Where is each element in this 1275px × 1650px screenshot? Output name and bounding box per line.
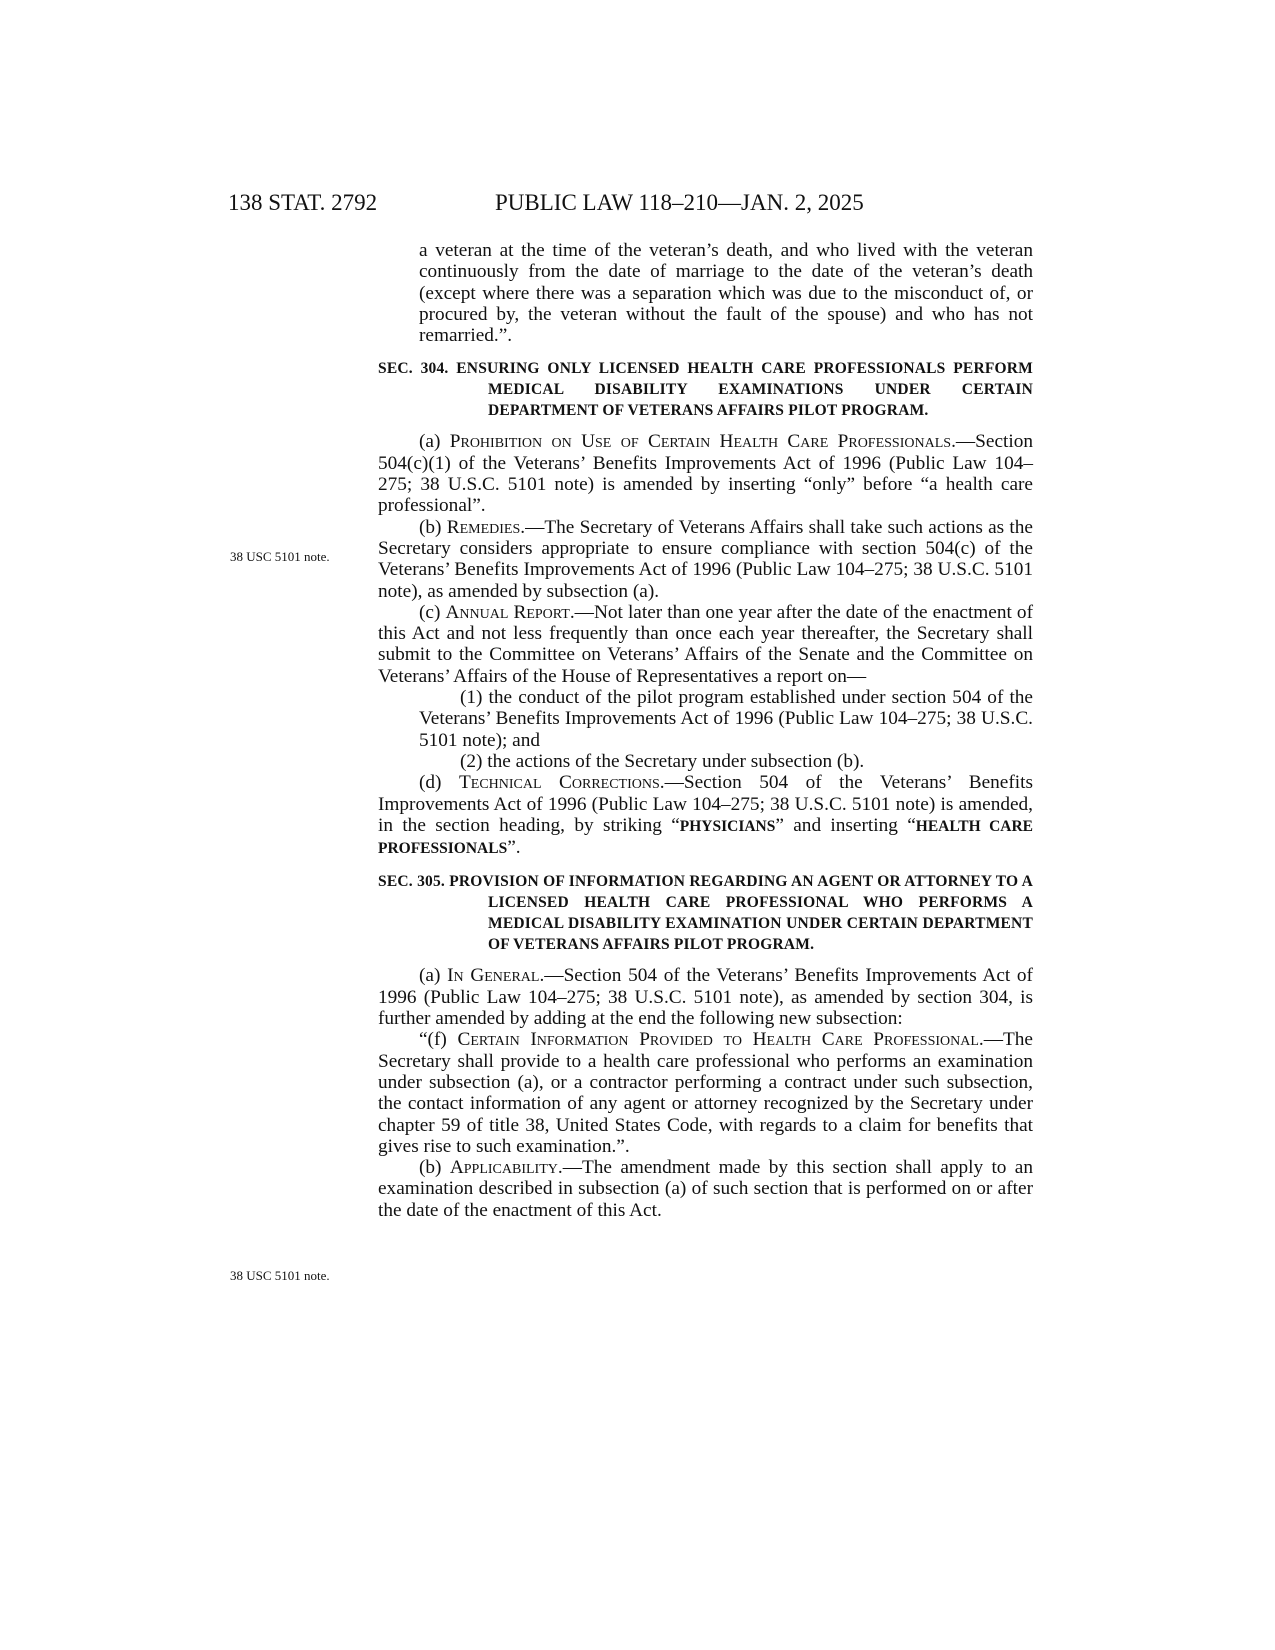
- sec304-subsection-d: (d) Technical Corrections.—Section 504 of the Veterans’ Benefits Improvements Act of 1996 (Public Law 104–275; 38 U.S.C. 5101 note) is amended, in the section heading, by striking “PHYSICIANS” and inserting “HEALTH CARE PROFESSIONALS”.: [378, 772, 1033, 859]
- section-305-heading: SEC. 305. PROVISION OF INFORMATION REGARDING AN AGENT OR ATTORNEY TO A LICENSED HEALTH CARE PROFESSIONAL WHO PERFORMS A MEDICAL DISABILITY EXAMINATION UNDER CERTAIN DEPARTMENT OF VETERANS AFFAIRS PILOT PROGRAM.: [378, 873, 1033, 954]
- sec304-c-item-2: (2) the actions of the Secretary under subsection (b).: [460, 750, 865, 772]
- page-body: [378, 240, 1033, 1221]
- sec305-subsection-b: (b) Applicability.—The amendment made by this section shall apply to an examination described in subsection (a) of such section that is performed on or after the date of the enactment of this Act.: [378, 1157, 1033, 1221]
- section-304-heading: SEC. 304. ENSURING ONLY LICENSED HEALTH CARE PROFESSIONALS PERFORM MEDICAL DISABILITY EXAMINATIONS UNDER CERTAIN DEPARTMENT OF VETERANS AFFAIRS PILOT PROGRAM.: [378, 360, 1033, 420]
- sec304-subsection-b: (b) Remedies.—The Secretary of Veterans Affairs shall take such actions as the Secretary considers appropriate to ensure compliance with section 504(c) of the Veterans’ Benefits Improvements Act of 1996 (Public Law 104–275; 38 U.S.C. 5101 note), as amended by subsection (a).: [378, 516, 1033, 602]
- margin-note-sec305: 38 USC 5101 note.: [230, 1268, 330, 1283]
- page-header: [228, 188, 1028, 218]
- sec305-subsection-a: (a) In General.—Section 504 of the Veterans’ Benefits Improvements Act of 1996 (Public Law 104–275; 38 U.S.C. 5101 note), as amended by section 304, is further amended by adding at the end the following new subsection:: [378, 965, 1033, 1030]
- sec304-c-item-1: (1) the conduct of the pilot program established under section 504 of the Veterans’ Benefits Improvements Act of 1996 (Public Law 104–275; 38 U.S.C. 5101 note); and: [419, 687, 1033, 751]
- sec305-quoted-subsection-f: “(f) Certain Information Provided to Health Care Professional.—The Secretary shall provide to a health care professional who performs an examination under subsection (a), or a contractor performing a contract under such subsection, the contact information of any agent or attorney recognized by the Secretary under chapter 59 of title 38, United States Code, with regards to a claim for benefits that gives rise to such examination.”.: [378, 1029, 1033, 1157]
- sec304-subsection-c: (c) Annual Report.—Not later than one year after the date of the enactment of this Act and not less frequently than once each year thereafter, the Secretary shall submit to the Committee on Veterans’ Affairs of the Senate and the Committee on Veterans’ Affairs of the House of Representatives a report on—: [378, 601, 1033, 687]
- sec304-subsection-a: (a) Prohibition on Use of Certain Health Care Professionals.—Section 504(c)(1) of the Veterans’ Benefits Improvements Act of 1996 (Public Law 104–275; 38 U.S.C. 5101 note) is amended by inserting “only” before “a health care professional”.: [378, 431, 1033, 517]
- stat-page-number: 138 STAT. 2792: [228, 190, 378, 215]
- public-law-title: PUBLIC LAW 118–210—JAN. 2, 2025: [495, 190, 864, 215]
- continued-paragraph: a veteran at the time of the veteran’s death, and who lived with the veteran continuously from the date of marriage to the date of the veteran’s death (except where there was a separation which was due to the misconduct of, or procured by, the veteran without the fault of the spouse) and who has not remarried.”.: [419, 240, 1033, 347]
- margin-note-sec304: 38 USC 5101 note.: [230, 549, 330, 564]
